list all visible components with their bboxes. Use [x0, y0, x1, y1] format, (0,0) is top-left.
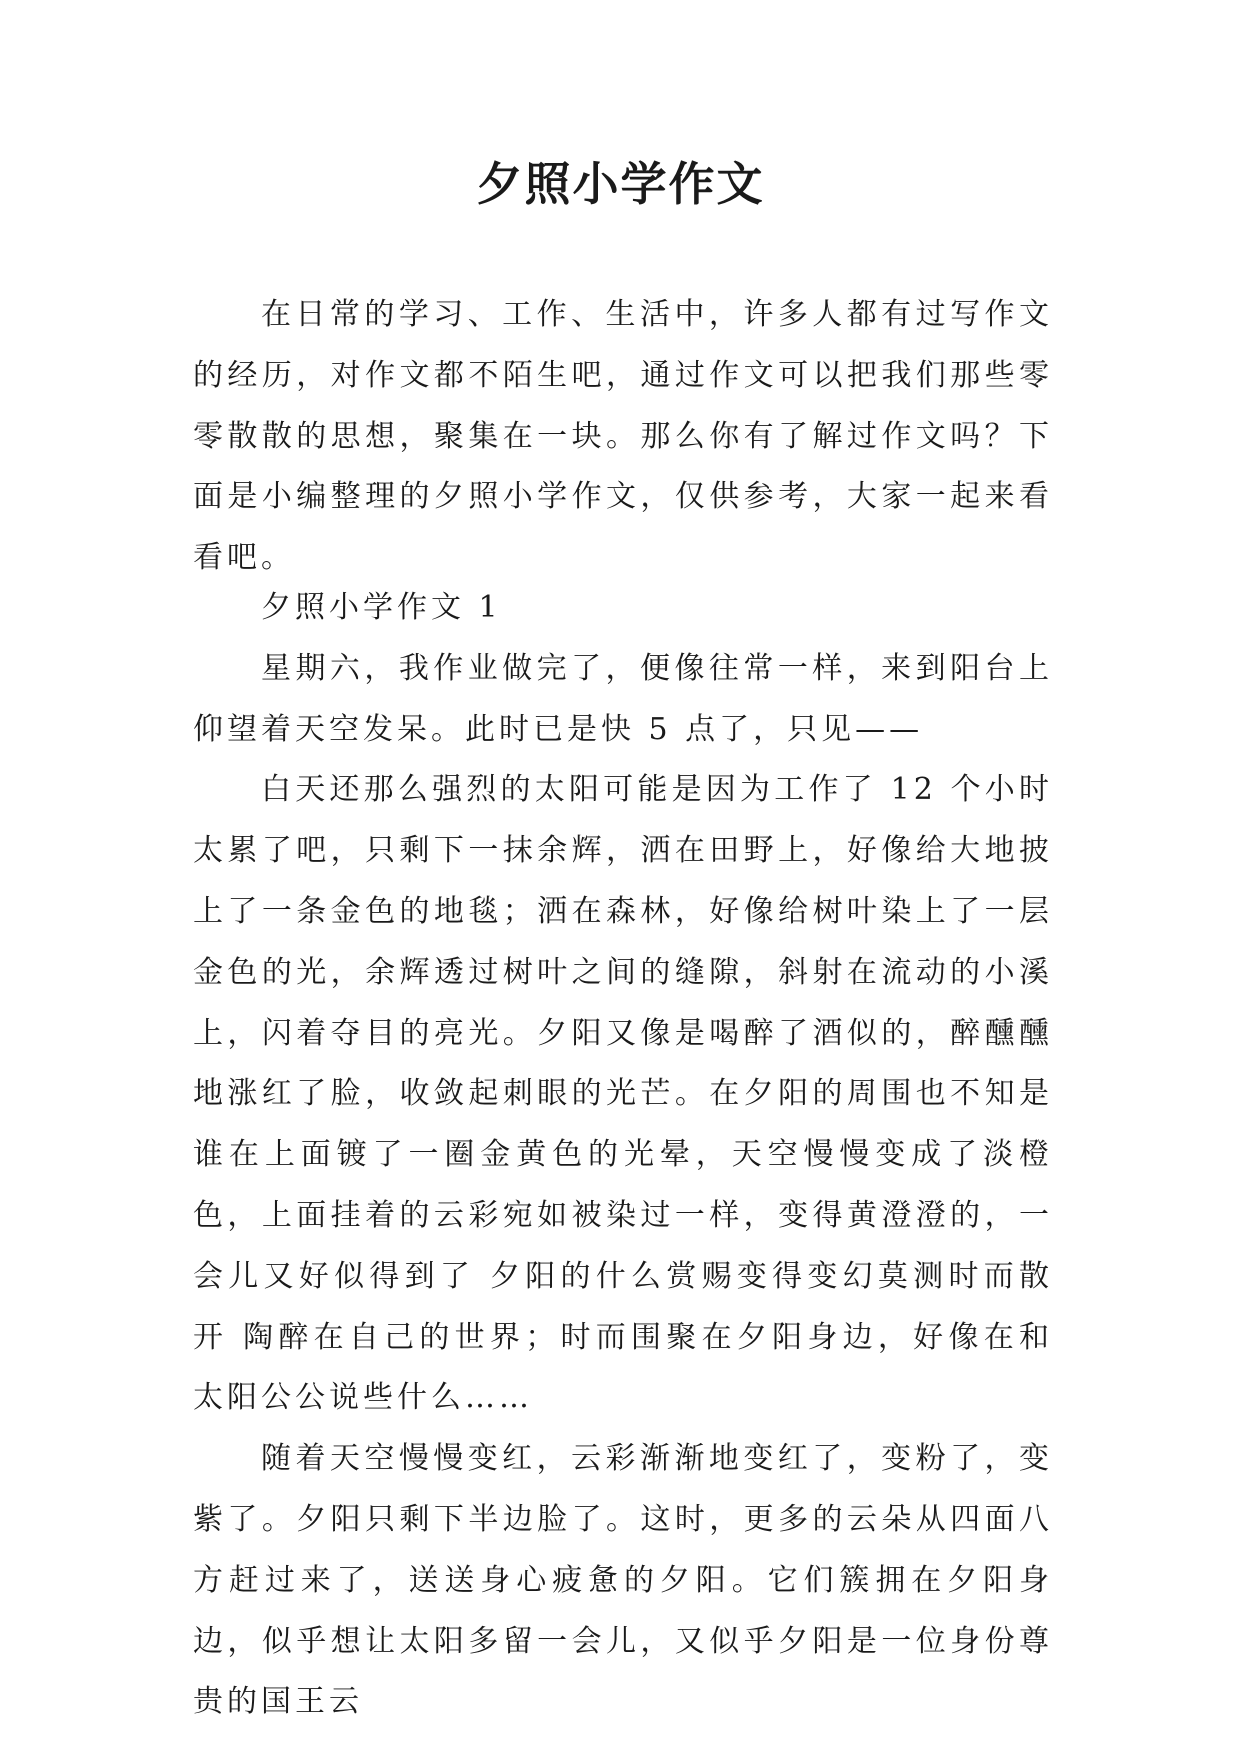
section-heading: 夕照小学作文 1 — [261, 590, 502, 625]
essay-paragraph-3: 随着天空慢慢变红，云彩渐渐地变红了，变粉了，变紫了。夕阳只剩下半边脸了。这时，更多的云朵从四面八方赶过来了，送送身心疲惫的夕阳。它们簇拥在夕阳身边，似乎想让太阳多留一会儿，又似乎夕阳是一位身份尊贵的国王云 — [193, 1441, 1053, 1720]
essay-paragraph-2: 白天还那么强烈的太阳可能是因为工作了 12 个小时太累了吧，只剩下一抹余辉，洒在田野上，好像给大地披上了一条金色的地毯；洒在森林，好像给树叶染上了一层金色的光，余辉透过树叶之间的缝隙，斜射在流动的小溪上，闪着夺目的亮光。夕阳又像是喝醉了酒似的，醉醺醺地涨红了脸，收敛起刺眼的光芒。在夕阳的周围也不知是谁在上面镀了一圈金黄色的光晕，天空慢慢变成了淡橙色，上面挂着的云彩宛如被染过一样，变得黄澄澄的，一会儿又好似得到了 夕阳的什么赏赐变得变幻莫测时而散开 陶醉在自己的世界；时而围聚在夕阳身边，好像在和太阳公公说些什么…… — [193, 772, 1053, 1416]
essay-section — [193, 578, 1053, 1733]
intro-block — [193, 285, 1053, 589]
document-title: 夕照小学作文 — [476, 157, 765, 211]
essay-paragraph-1: 星期六，我作业做完了，便像往常一样，来到阳台上仰望着天空发呆。此时已是快 5 点了，只见—— — [193, 650, 1053, 747]
intro-paragraph: 在日常的学习、工作、生活中，许多人都有过写作文的经历，对作文都不陌生吧，通过作文可以把我们那些零零散散的思想，聚集在一块。那么你有了解过作文吗？下面是小编整理的夕照小学作文，仅供参考，大家一起来看看吧。 — [193, 297, 1053, 576]
